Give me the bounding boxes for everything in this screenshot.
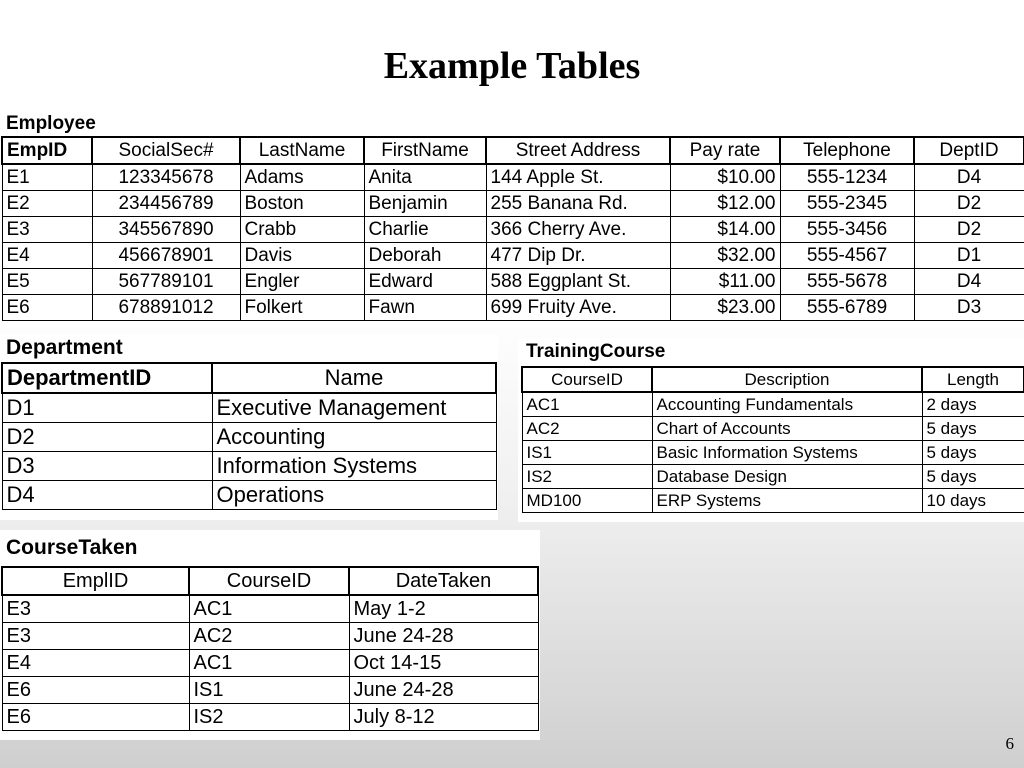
course-taken-table-block [0, 530, 540, 740]
course-taken-table [1, 566, 539, 731]
table-cell: AC1 [522, 392, 652, 417]
course-taken-table-caption: CourseTaken [6, 536, 138, 559]
table-cell: 699 Fruity Ave. [486, 295, 670, 321]
table-cell: IS1 [522, 441, 652, 465]
table-cell: D1 [2, 393, 212, 423]
table-cell: 678891012 [92, 295, 240, 321]
table-cell: ERP Systems [652, 489, 922, 513]
table-cell: D4 [2, 481, 212, 510]
table-cell: D4 [914, 269, 1024, 295]
table-row [2, 295, 1024, 321]
table-cell: May 1-2 [349, 595, 538, 623]
column-header: DeptID [914, 137, 1024, 164]
table-cell: July 8-12 [349, 704, 538, 731]
table-cell: AC2 [522, 417, 652, 441]
column-header: EmplID [2, 567, 189, 595]
column-header: DepartmentID [2, 363, 212, 393]
table-cell: Operations [212, 481, 496, 510]
column-header: SocialSec# [92, 137, 240, 164]
table-row [522, 465, 1024, 489]
table-row [2, 217, 1024, 243]
table-cell: IS1 [189, 677, 349, 704]
department-header-row [2, 363, 496, 393]
table-cell: Crabb [240, 217, 364, 243]
table-cell: 555-4567 [780, 243, 914, 269]
column-header: LastName [240, 137, 364, 164]
table-cell: 588 Eggplant St. [486, 269, 670, 295]
table-cell: E4 [2, 650, 189, 677]
table-row [522, 489, 1024, 513]
table-cell: E5 [2, 269, 92, 295]
table-cell: 5 days [922, 441, 1024, 465]
table-cell: 10 days [922, 489, 1024, 513]
table-cell: AC1 [189, 595, 349, 623]
table-row [2, 650, 538, 677]
table-row [522, 441, 1024, 465]
table-cell: 144 Apple St. [486, 164, 670, 191]
table-cell: $32.00 [670, 243, 780, 269]
table-cell: Anita [364, 164, 486, 191]
table-cell: D2 [2, 423, 212, 452]
table-cell: E2 [2, 191, 92, 217]
table-cell: $14.00 [670, 217, 780, 243]
table-cell: E1 [2, 164, 92, 191]
table-cell: Accounting Fundamentals [652, 392, 922, 417]
table-cell: D4 [914, 164, 1024, 191]
training-course-table [521, 366, 1024, 513]
table-cell: Basic Information Systems [652, 441, 922, 465]
column-header: Length [922, 367, 1024, 392]
table-cell: June 24-28 [349, 623, 538, 650]
table-cell: AC1 [189, 650, 349, 677]
column-header: Description [652, 367, 922, 392]
table-cell: E6 [2, 677, 189, 704]
employee-table [1, 136, 1024, 321]
table-cell: 555-1234 [780, 164, 914, 191]
table-cell: 255 Banana Rd. [486, 191, 670, 217]
table-cell: 234456789 [92, 191, 240, 217]
table-cell: AC2 [189, 623, 349, 650]
table-cell: 555-5678 [780, 269, 914, 295]
department-table [1, 362, 497, 510]
table-cell: D2 [914, 191, 1024, 217]
table-row [2, 481, 496, 510]
page-number: 6 [1005, 734, 1014, 753]
table-row [2, 423, 496, 452]
table-row [2, 243, 1024, 269]
table-cell: Executive Management [212, 393, 496, 423]
table-cell: 477 Dip Dr. [486, 243, 670, 269]
table-cell: D2 [914, 217, 1024, 243]
table-cell: E6 [2, 704, 189, 731]
table-row [2, 164, 1024, 191]
table-cell: Engler [240, 269, 364, 295]
table-cell: D1 [914, 243, 1024, 269]
column-header: DateTaken [349, 567, 538, 595]
table-cell: E4 [2, 243, 92, 269]
table-cell: 5 days [922, 417, 1024, 441]
table-cell: 555-2345 [780, 191, 914, 217]
table-cell: Charlie [364, 217, 486, 243]
training-course-table-block [518, 338, 1024, 522]
employee-table-caption: Employee [6, 113, 96, 134]
table-cell: Oct 14-15 [349, 650, 538, 677]
column-header: FirstName [364, 137, 486, 164]
table-cell: 123345678 [92, 164, 240, 191]
table-cell: 456678901 [92, 243, 240, 269]
table-cell: D3 [914, 295, 1024, 321]
table-cell: Information Systems [212, 452, 496, 481]
table-cell: E3 [2, 595, 189, 623]
table-cell: 2 days [922, 392, 1024, 417]
table-row [2, 393, 496, 423]
course-taken-header-row [2, 567, 538, 595]
department-table-caption: Department [6, 336, 123, 359]
column-header: Telephone [780, 137, 914, 164]
table-row [2, 452, 496, 481]
table-cell: Fawn [364, 295, 486, 321]
column-header: CourseID [189, 567, 349, 595]
employee-header-row [2, 137, 1024, 164]
training-course-table-caption: TrainingCourse [526, 341, 666, 362]
table-cell: 555-6789 [780, 295, 914, 321]
table-cell: MD100 [522, 489, 652, 513]
table-cell: June 24-28 [349, 677, 538, 704]
column-header: Street Address [486, 137, 670, 164]
table-cell: 366 Cherry Ave. [486, 217, 670, 243]
table-cell: Edward [364, 269, 486, 295]
table-cell: E6 [2, 295, 92, 321]
employee-table-block [0, 112, 1024, 328]
table-row [2, 191, 1024, 217]
training-course-header-row [522, 367, 1024, 392]
column-header: EmpID [2, 137, 92, 164]
table-cell: E3 [2, 623, 189, 650]
table-cell: E3 [2, 217, 92, 243]
table-cell: Adams [240, 164, 364, 191]
table-row [522, 392, 1024, 417]
table-cell: Folkert [240, 295, 364, 321]
table-cell: Database Design [652, 465, 922, 489]
table-cell: 567789101 [92, 269, 240, 295]
table-cell: $10.00 [670, 164, 780, 191]
column-header: Name [212, 363, 496, 393]
table-row [2, 704, 538, 731]
table-row [2, 677, 538, 704]
department-table-block [0, 334, 498, 520]
table-cell: IS2 [522, 465, 652, 489]
column-header: CourseID [522, 367, 652, 392]
table-cell: $23.00 [670, 295, 780, 321]
table-cell: Davis [240, 243, 364, 269]
table-cell: Chart of Accounts [652, 417, 922, 441]
table-row [2, 623, 538, 650]
table-cell: $11.00 [670, 269, 780, 295]
table-cell: Benjamin [364, 191, 486, 217]
table-cell: Deborah [364, 243, 486, 269]
table-cell: 555-3456 [780, 217, 914, 243]
column-header: Pay rate [670, 137, 780, 164]
table-row [522, 417, 1024, 441]
table-cell: IS2 [189, 704, 349, 731]
table-cell: 345567890 [92, 217, 240, 243]
table-row [2, 269, 1024, 295]
table-cell: $12.00 [670, 191, 780, 217]
table-cell: Boston [240, 191, 364, 217]
table-cell: Accounting [212, 423, 496, 452]
table-cell: 5 days [922, 465, 1024, 489]
table-row [2, 595, 538, 623]
slide-title: Example Tables [383, 45, 641, 87]
table-cell: D3 [2, 452, 212, 481]
